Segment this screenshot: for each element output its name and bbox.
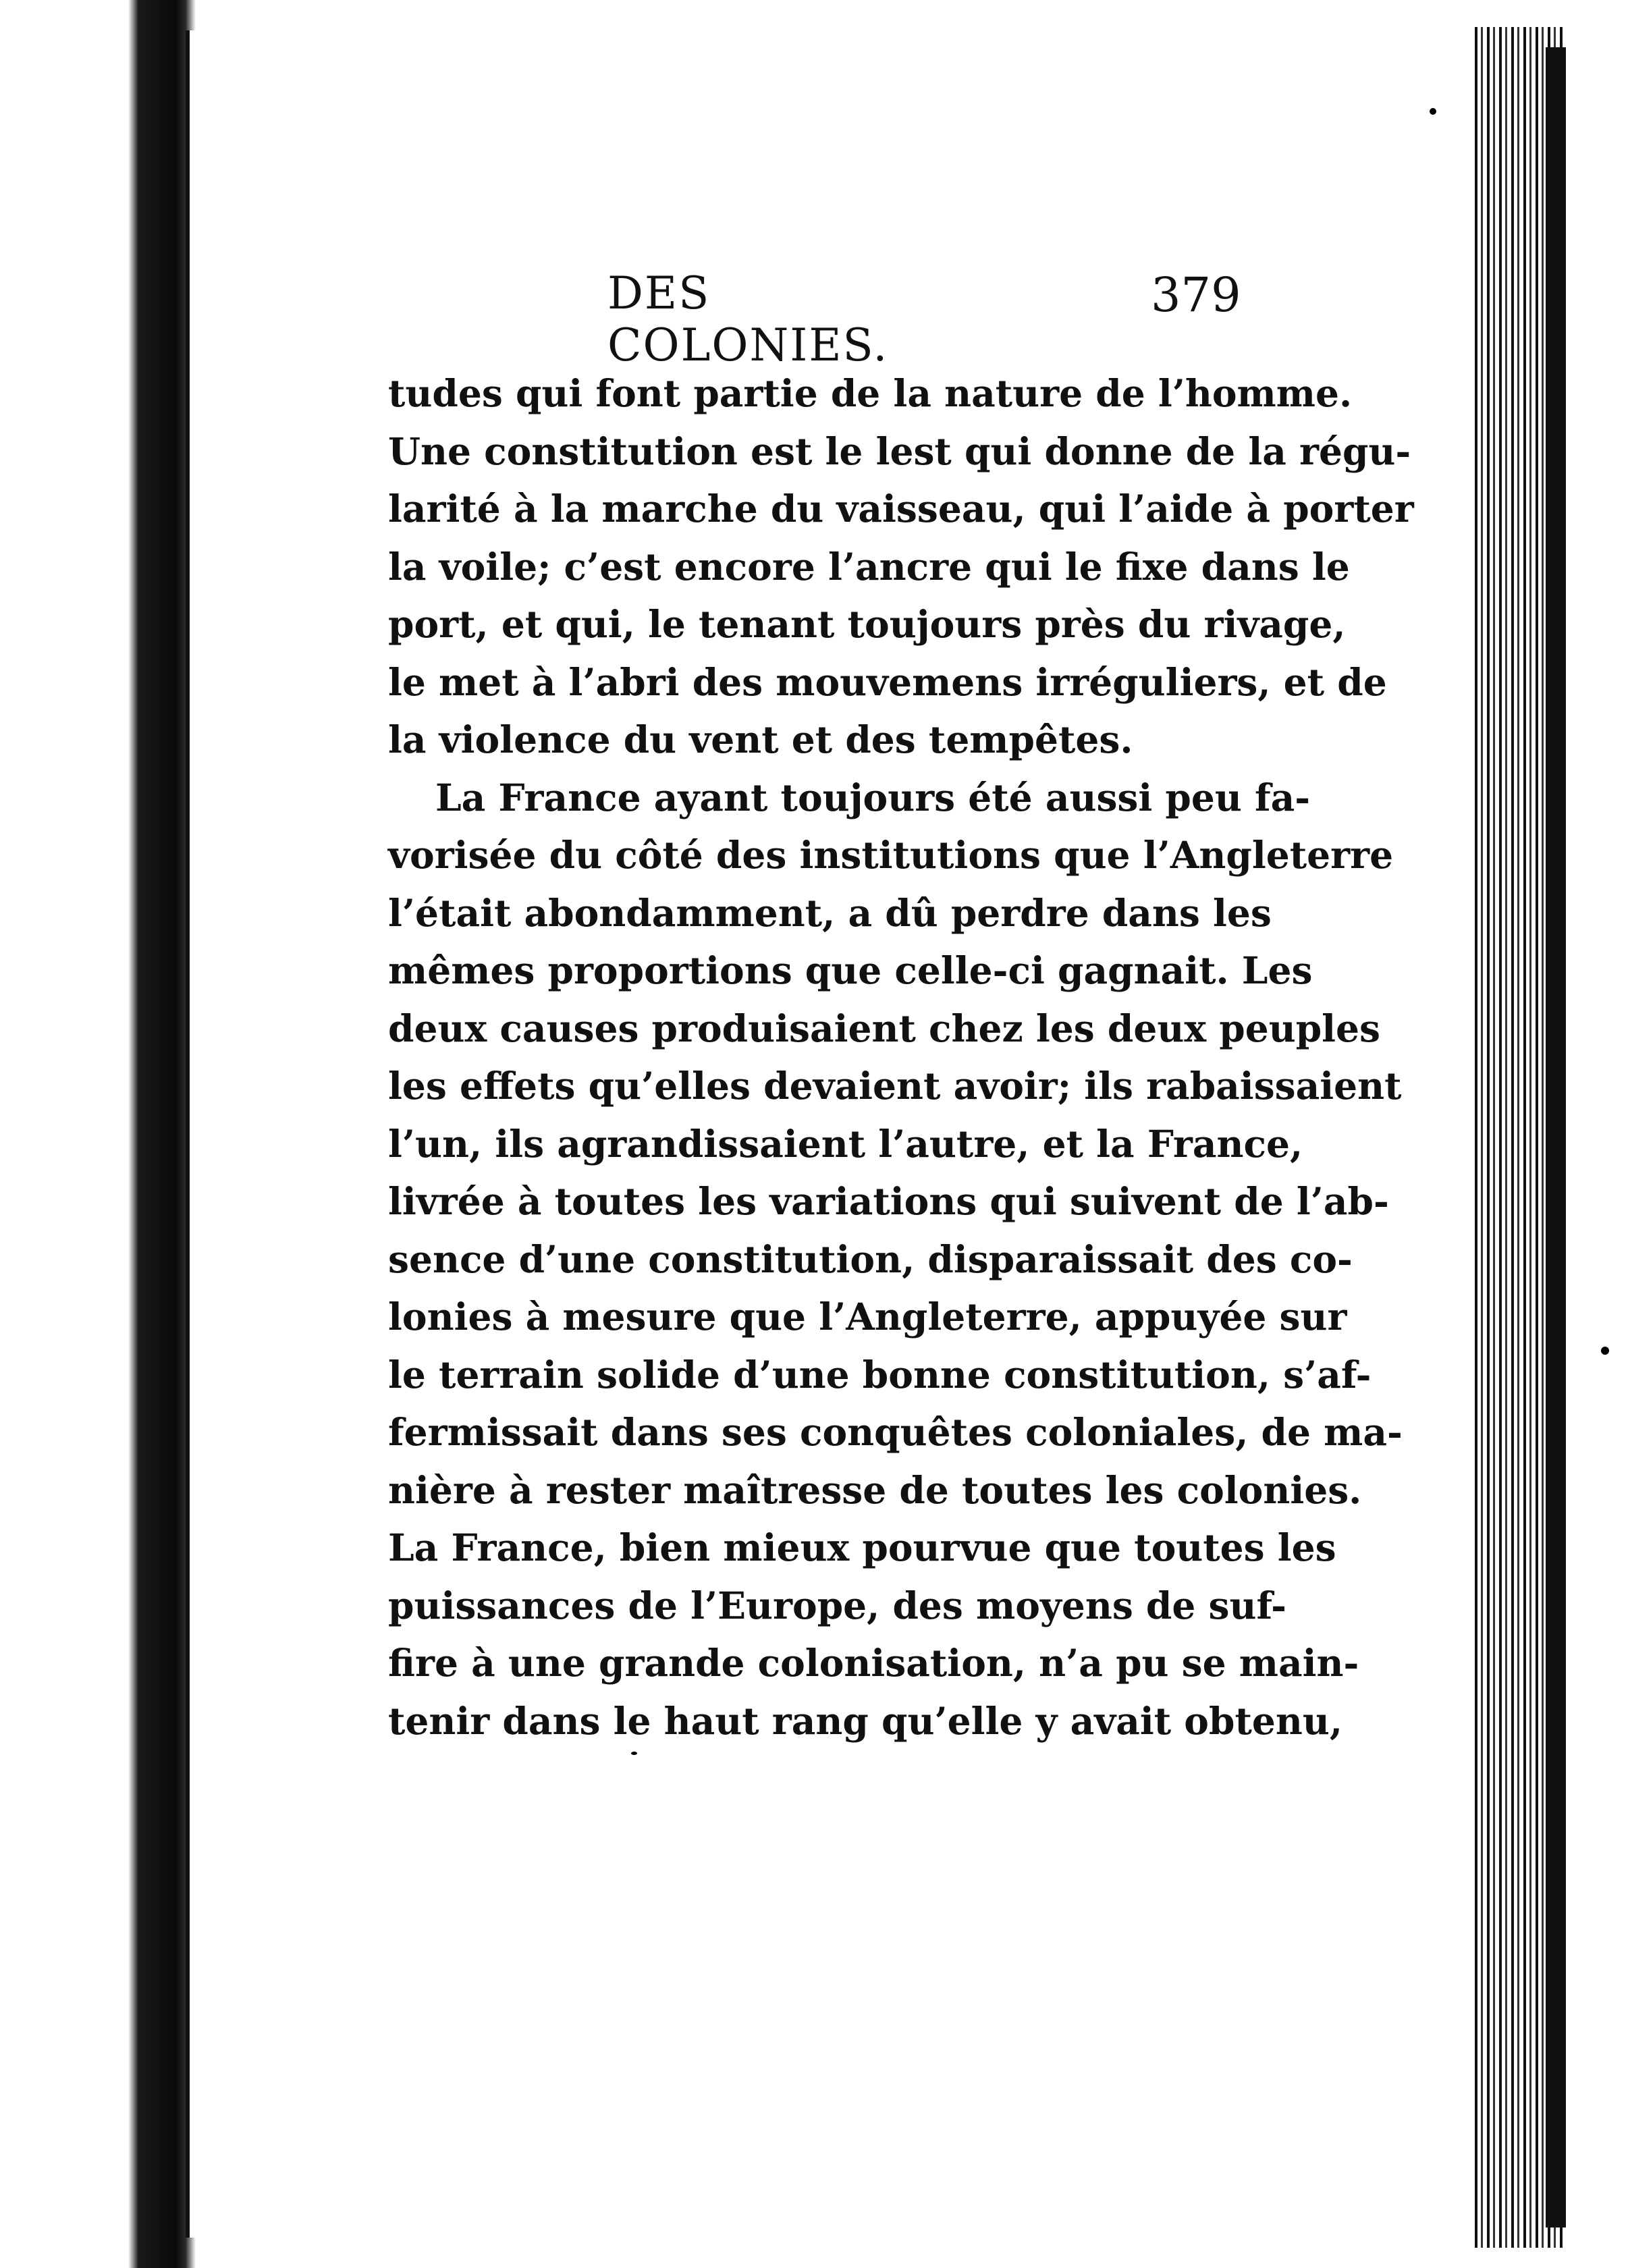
text-line: l’était abondamment, a dû perdre dans les xyxy=(388,890,1272,935)
binding-shadow xyxy=(1546,47,1566,2228)
text-line: tudes qui font partie de la nature de l’homme. xyxy=(388,371,1353,415)
ink-speck xyxy=(631,1752,637,1755)
text-line: lonies à mesure que l’Angleterre, appuyée sur xyxy=(388,1295,1347,1339)
text-line: livrée à toutes les variations qui suivent de l’ab- xyxy=(388,1179,1389,1223)
text-line: sence d’une constitution, disparaissait des co- xyxy=(388,1237,1353,1281)
text-line: le met à l’abri des mouvemens irréguliers, et de xyxy=(388,659,1387,704)
text-line: la voile; c’est encore l’ancre qui le fixe dans le xyxy=(388,544,1350,589)
text-line: fire à une grande colonisation, n’a pu se main- xyxy=(388,1641,1359,1685)
text-line: port, et qui, le tenant toujours près du rivage, xyxy=(388,602,1346,646)
text-line: La France ayant toujours été aussi peu fa- xyxy=(435,775,1311,819)
text-line: vorisée du côté des institutions que l’Angleterre xyxy=(388,833,1394,877)
text-line: nière à rester maîtresse de toutes les colonies. xyxy=(388,1467,1362,1512)
text-line: fermissait dans ses conquêtes coloniales, de ma- xyxy=(388,1410,1403,1454)
running-head: DES COLONIES. xyxy=(607,267,889,371)
scan-left-edge xyxy=(0,0,202,2268)
text-line: puissances de l’Europe, des moyens de suf- xyxy=(388,1583,1287,1627)
text-line: la violence du vent et des tempêtes. xyxy=(388,718,1133,761)
text-line: l’un, ils agrandissaient l’autre, et la France, xyxy=(388,1121,1303,1166)
page-number: 379 xyxy=(1151,267,1241,323)
text-line: Une constitution est le lest qui donne de la régu- xyxy=(388,429,1411,473)
text-line: les effets qu’elles devaient avoir; ils rabaissaient xyxy=(388,1064,1402,1108)
text-line: le terrain solide d’une bonne constitution, s’af- xyxy=(388,1352,1372,1397)
ink-speck xyxy=(1430,108,1436,115)
text-line: mêmes proportions que celle-ci gagnait. Les xyxy=(388,948,1313,992)
text-line: deux causes produisaient chez les deux peuples xyxy=(388,1006,1381,1050)
text-line: La France, bien mieux pourvue que toutes les xyxy=(388,1526,1336,1569)
body-text xyxy=(388,364,1414,1750)
text-line: tenir dans le haut rang qu’elle y avait obtenu, xyxy=(388,1698,1342,1743)
ink-speck xyxy=(1601,1347,1609,1355)
text-line: larité à la marche du vaisseau, qui l’aide à porter xyxy=(388,487,1414,531)
